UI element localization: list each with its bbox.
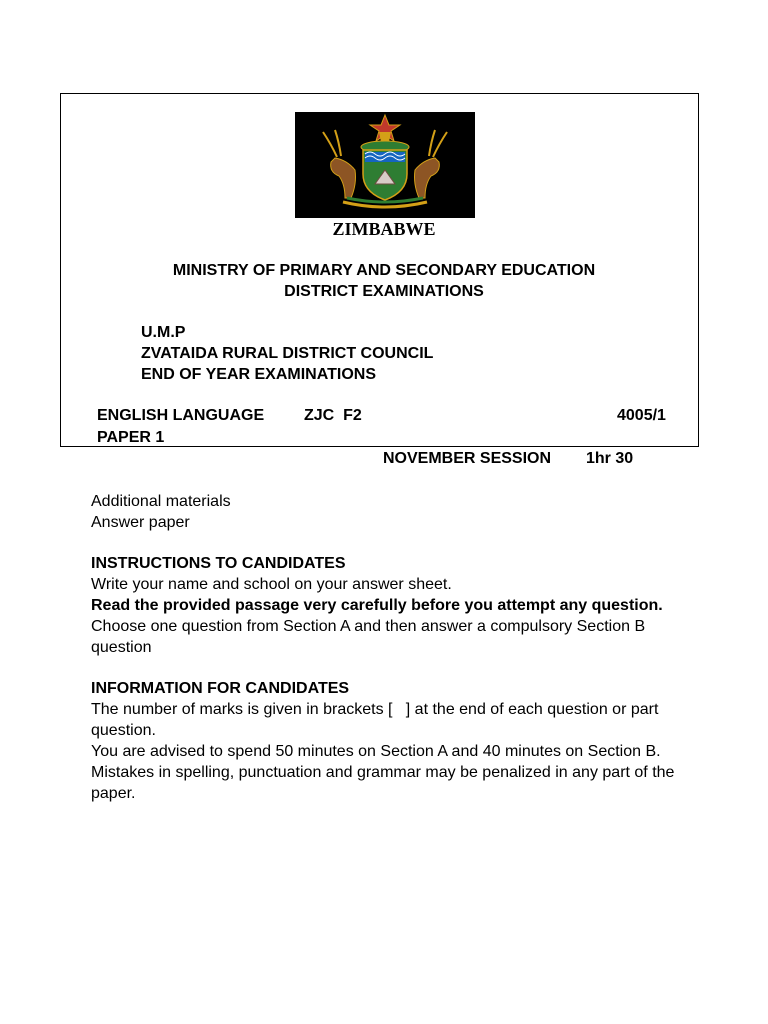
instruction-line-2: Read the provided passage very carefully before you attempt any question. [91,597,663,614]
instruction-line-3: Choose one question from Section A and then answer a compulsory Section B question [91,618,646,656]
information-heading: INFORMATION FOR CANDIDATES [91,680,350,697]
subject-name: ENGLISH LANGUAGE [97,407,265,424]
duration-label: 1hr 30 [586,450,634,467]
org-line-2: ZVATAIDA RURAL DISTRICT COUNCIL [141,345,434,362]
org-line-3: END OF YEAR EXAMINATIONS [141,366,376,383]
candidate-notes [91,491,691,804]
country-name: ZIMBABWE [332,219,436,239]
information-line-1: The number of marks is given in brackets [ ] at the end of each question or part question. [91,701,663,739]
session-label: NOVEMBER SESSION [383,450,552,467]
materials-heading: Additional materials [91,493,231,510]
level-code: ZJC F2 [304,407,362,424]
org-line-1: U.M.P [141,324,186,341]
paper-number: PAPER 1 [97,429,165,446]
ministry-title: MINISTRY OF PRIMARY AND SECONDARY EDUCATION [172,262,596,279]
paper-code: 4005/1 [617,407,666,424]
information-line-3: Mistakes in spelling, punctuation and grammar may be penalized in any part of the paper. [91,764,675,802]
materials-item: Answer paper [91,514,190,531]
exam-type-title: DISTRICT EXAMINATIONS [284,283,484,300]
instruction-line-1: Write your name and school on your answer sheet. [91,576,452,593]
instructions-heading: INSTRUCTIONS TO CANDIDATES [91,555,346,572]
information-line-2: You are advised to spend 50 minutes on Section A and 40 minutes on Section B. [91,743,661,760]
coat-of-arms-emblem [295,112,475,218]
